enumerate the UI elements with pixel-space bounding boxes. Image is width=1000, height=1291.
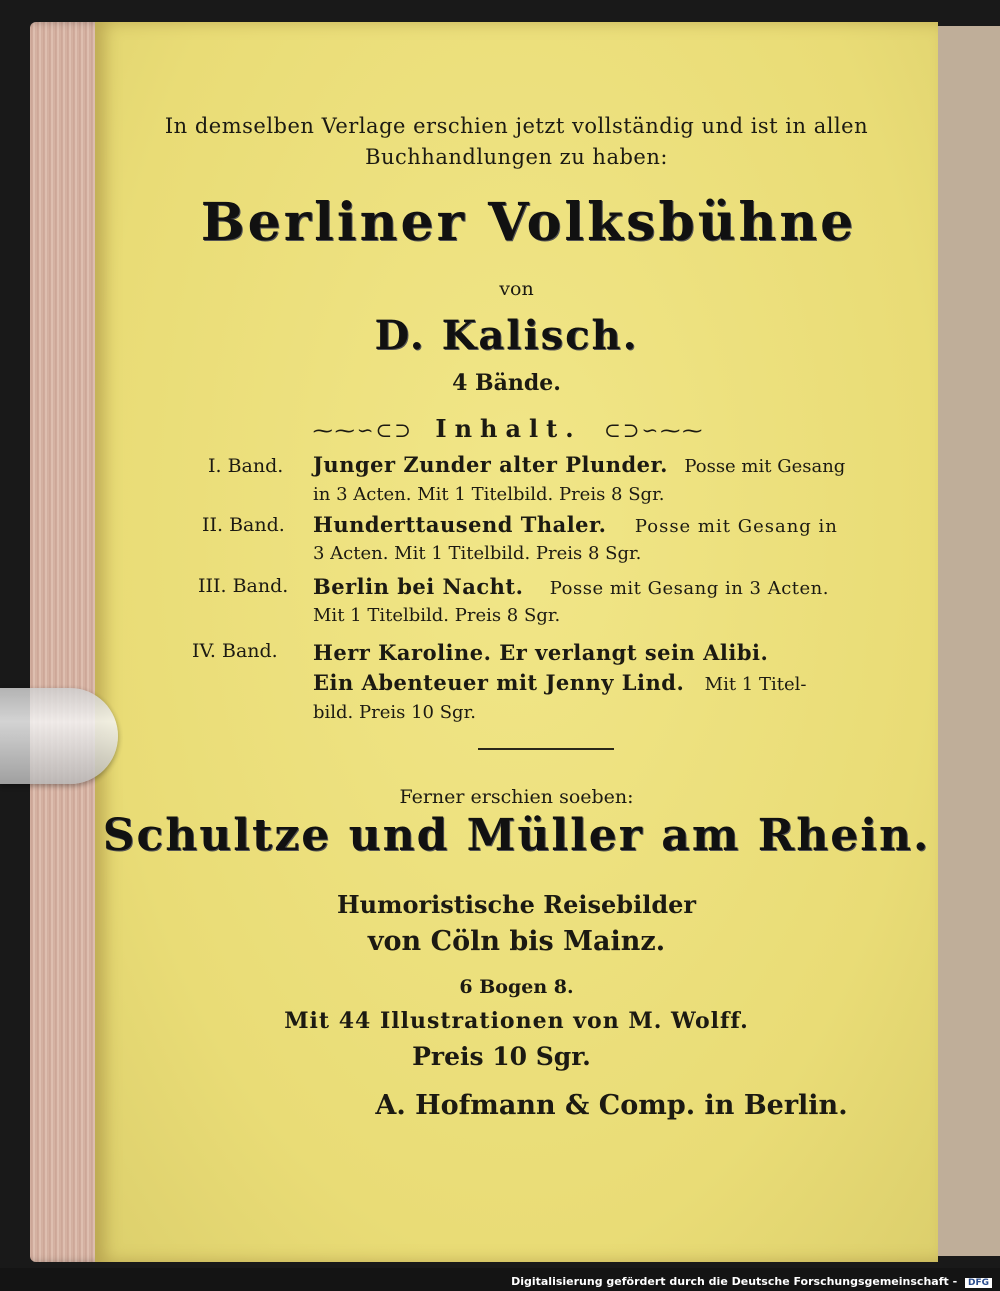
bottom-publisher: A. Hofmann & Comp. in Berlin.	[375, 1090, 848, 1121]
bottom-format: 6 Bogen 8.	[459, 976, 574, 998]
volume-details: Mit 1 Titelbild. Preis 8 Sgr.	[313, 605, 561, 626]
volume-details: in 3 Acten. Mit 1 Titelbild. Preis 8 Sgr.	[313, 484, 665, 505]
volume-title: Berlin bei Nacht.	[313, 574, 524, 599]
volume-title-line	[313, 640, 768, 665]
volume-title: Junger Zunder alter Plunder.	[313, 452, 668, 477]
bottom-illustrations: Mit 44 Illustrationen von M. Wolff.	[284, 1008, 749, 1034]
right-flourish-icon: ⊂⊃∽⁓⁓	[603, 418, 705, 442]
contents-heading: Inhalt.	[435, 414, 582, 443]
intro-line-1: In demselben Verlage erschien jetzt vollständig und ist in allen	[164, 114, 869, 138]
page-clip	[0, 688, 118, 784]
dfg-logo: DFG	[965, 1278, 992, 1288]
main-title: Berliner Volksbühne	[200, 192, 857, 253]
volume-title-line	[313, 452, 845, 477]
author-name: D. Kalisch.	[374, 312, 639, 359]
volume-title-line-2	[313, 670, 806, 695]
volume-title: Hunderttausend Thaler.	[313, 512, 607, 537]
by-label: von	[499, 278, 534, 300]
volume-desc: Posse mit Gesang in	[634, 516, 838, 537]
volume-label: III. Band.	[198, 575, 289, 597]
contents-heading-row	[87, 414, 930, 443]
volume-title: Herr Karoline. Er verlangt sein Alibi.	[313, 640, 769, 665]
bottom-title: Schultze und Müller am Rhein.	[102, 810, 931, 861]
section-divider	[478, 748, 614, 750]
volume-desc: Mit 1 Titel-	[704, 674, 807, 695]
bottom-intro: Ferner erschien soeben:	[399, 786, 634, 808]
volume-desc: Posse mit Gesang	[684, 456, 846, 477]
volume-details: 3 Acten. Mit 1 Titelbild. Preis 8 Sgr.	[313, 543, 642, 564]
volume-label: II. Band.	[202, 514, 285, 536]
volume-title-2: Ein Abenteuer mit Jenny Lind.	[313, 670, 685, 695]
left-flourish-icon: ⁓⁓∽⊂⊃	[312, 418, 414, 442]
volume-label: I. Band.	[208, 455, 284, 477]
volumes-count: 4 Bände.	[452, 370, 561, 396]
volume-details: bild. Preis 10 Sgr.	[313, 702, 476, 723]
bottom-route: von Cöln bis Mainz.	[367, 926, 666, 957]
volume-title-line	[313, 574, 829, 599]
volume-label: IV. Band.	[192, 640, 278, 662]
bottom-price: Preis 10 Sgr.	[412, 1042, 591, 1071]
bottom-subtitle: Humoristische Reisebilder	[336, 890, 697, 919]
funding-text: Digitalisierung gefördert durch die Deutsche Forschungsgemeinschaft -	[511, 1275, 958, 1288]
volume-desc: Posse mit Gesang in 3 Acten.	[549, 578, 829, 599]
volume-title-line	[313, 512, 838, 537]
funding-footer	[511, 1275, 992, 1288]
intro-line-2: Buchhandlungen zu haben:	[365, 145, 668, 169]
